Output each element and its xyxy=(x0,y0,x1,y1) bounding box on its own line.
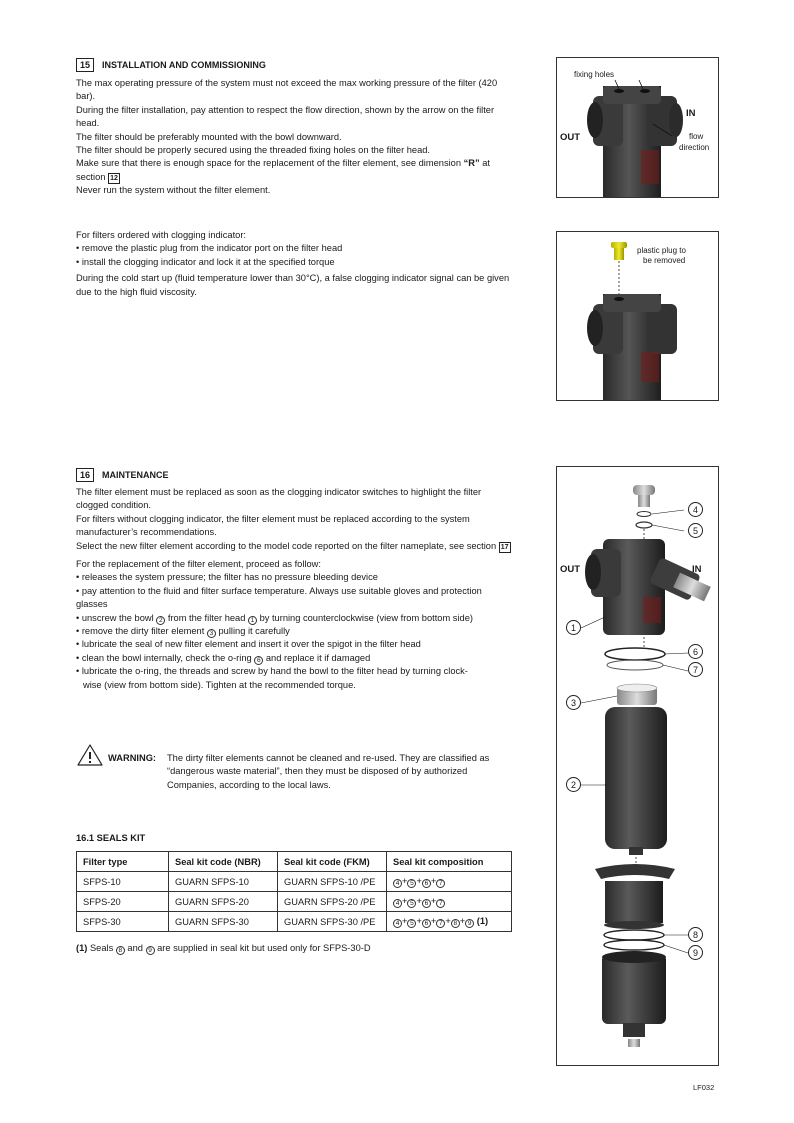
cell-nbr: GUARN SFPS-20 xyxy=(169,892,278,912)
maintenance-text xyxy=(76,486,512,692)
figure-filter-installation xyxy=(556,57,719,198)
bullet: • remove the dirty filter element 3 pulling it carefully xyxy=(76,626,290,638)
out-port-label: OUT xyxy=(560,564,581,575)
table-header-row xyxy=(77,852,512,872)
seals-footnote: (1) Seals 8 and 9 are supplied in seal kit but used only for SFPS-30-D xyxy=(76,943,371,954)
figure-plastic-plug xyxy=(556,231,719,401)
column-header: Seal kit composition xyxy=(387,852,512,872)
column-header: Seal kit code (FKM) xyxy=(278,852,387,872)
callout-5: 5 xyxy=(688,523,703,538)
section-number: 15 xyxy=(76,58,94,72)
paragraph: For filters without clogging indicator, the filter element must be replaced according to the system manufacturer’s recommendations. xyxy=(76,513,470,538)
exploded-filter-illustration xyxy=(557,467,718,1065)
callout-8: 8 xyxy=(688,927,703,942)
paragraph: During the filter installation, pay attention to respect the flow direction, shown by the arrow on the filter head. xyxy=(76,104,495,129)
cell-fkm: GUARN SFPS-10 /PE xyxy=(278,872,387,892)
cell-filter-type: SFPS-20 xyxy=(77,892,169,912)
clogging-indicator-text xyxy=(76,229,512,299)
cell-nbr: GUARN SFPS-10 xyxy=(169,872,278,892)
circled-number: 6 xyxy=(254,656,263,665)
table-row xyxy=(77,912,512,932)
section-ref: 17 xyxy=(500,543,509,551)
cell-fkm: GUARN SFPS-20 /PE xyxy=(278,892,387,912)
installation-text xyxy=(76,77,512,198)
plastic-plug-label-2: be removed xyxy=(643,256,686,265)
bullet: • clean the bowl internally, check the o-ring 6 and replace it if damaged xyxy=(76,652,371,664)
paragraph: For the replacement of the filter element, proceed as follow: xyxy=(76,559,321,570)
seal-number: 4 xyxy=(393,919,402,928)
cell-composition: 4 + 5 + 6 + 7 xyxy=(387,892,512,912)
paragraph: The max operating pressure of the system must not exceed the max working pressure of the filter (420 bar). xyxy=(76,78,498,102)
paragraph: Never run the system without the filter element. xyxy=(76,185,271,196)
figure-exploded-view xyxy=(556,466,719,1066)
circled-number: 9 xyxy=(146,946,155,955)
paragraph: During the cold start up (fluid temperature lower than 30°C), a false clogging indicator signal can be given due to the high fluid viscosity. xyxy=(76,273,510,297)
section-title: MAINTENANCE xyxy=(102,470,169,480)
circled-number: 8 xyxy=(116,946,125,955)
callout-9: 9 xyxy=(688,945,703,960)
seal-number: 5 xyxy=(407,879,416,888)
seal-number: 9 xyxy=(465,919,474,928)
callout-4: 4 xyxy=(688,502,703,517)
plug-illustration xyxy=(557,232,718,400)
in-port-label: IN xyxy=(692,564,702,575)
paragraph: The filter should be properly secured using the threaded fixing holes on the filter head. xyxy=(76,145,431,156)
seal-number: 6 xyxy=(422,899,431,908)
cell-fkm: GUARN SFPS-30 /PE xyxy=(278,912,387,932)
bullet-continued: wise (view from bottom side). Tighten at the recommended torque. xyxy=(83,679,356,690)
section-16-heading xyxy=(76,468,169,482)
cell-nbr: GUARN SFPS-30 xyxy=(169,912,278,932)
bullet: • lubricate the seal of new filter element and insert it over the spigot in the filter head xyxy=(76,639,421,650)
bullet: • remove the plastic plug from the indicator port on the filter head xyxy=(76,243,343,254)
seal-number: 4 xyxy=(393,899,402,908)
callout-7: 7 xyxy=(688,662,703,677)
seal-number: 5 xyxy=(407,899,416,908)
cell-filter-type: SFPS-30 xyxy=(77,912,169,932)
paragraph: Make sure that there is enough space for the replacement of the filter element, see dimension “R” at section 12 xyxy=(76,158,490,182)
table-row xyxy=(77,872,512,892)
seal-number: 7 xyxy=(436,879,445,888)
seals-table-body xyxy=(77,872,512,932)
paragraph: Select the new filter element according to the model code reported on the filter nameplate, see section 17 xyxy=(76,540,509,551)
seal-number: 8 xyxy=(451,919,460,928)
flow-label: flow xyxy=(689,132,704,141)
seal-number: 6 xyxy=(422,879,431,888)
seal-number: 5 xyxy=(407,919,416,928)
in-port-label: IN xyxy=(686,108,696,119)
seals-kit-title: 16.1 SEALS KIT xyxy=(76,833,146,843)
section-15-heading xyxy=(76,58,266,72)
paragraph: For filters ordered with clogging indicator: xyxy=(76,230,247,240)
footnote-mark: (1) xyxy=(476,915,489,926)
paragraph: The filter element must be replaced as soon as the clogging indicator switches to highlight the filter clogged condition. xyxy=(76,487,482,511)
column-header: Filter type xyxy=(77,852,169,872)
bullet: • unscrew the bowl 2 from the filter head 1 by turning counterclockwise (view from bottom side) xyxy=(76,612,473,624)
bullet: • install the clogging indicator and lock it at the specified torque xyxy=(76,256,335,267)
column-header: Seal kit code (NBR) xyxy=(169,852,278,872)
bullet: • pay attention to the fluid and filter surface temperature. Always use suitable gloves and protection glasses xyxy=(76,585,482,610)
direction-label: direction xyxy=(679,143,710,152)
callout-3: 3 xyxy=(566,695,581,710)
warning-label: WARNING: xyxy=(108,753,157,763)
section-title: INSTALLATION AND COMMISSIONING xyxy=(102,60,266,70)
out-port-label: OUT xyxy=(560,132,581,143)
warning-text: The dirty filter elements cannot be cleaned and re-used. They are classified as “dangerous waste material”, then they must be disposed of by authorized Companies, according to the local laws. xyxy=(167,753,490,790)
seal-number: 7 xyxy=(436,919,445,928)
section-ref: 12 xyxy=(110,174,118,182)
cell-composition: 4 + 5 + 6 + 7 + 8 + 9 (1) xyxy=(387,912,512,932)
table-row xyxy=(77,892,512,912)
callout-2: 2 xyxy=(566,777,581,792)
paragraph: The filter should be preferably mounted with the bowl downward. xyxy=(76,131,342,142)
seals-kit-table xyxy=(76,851,512,932)
callout-1: 1 xyxy=(566,620,581,635)
bullet: • releases the system pressure; the filter has no pressure bleeding device xyxy=(76,572,378,583)
fixing-holes-label: fixing holes xyxy=(574,70,615,79)
seal-number: 7 xyxy=(436,899,445,908)
warning-triangle-icon xyxy=(76,743,104,767)
section-number: 16 xyxy=(76,468,94,482)
circled-number: 3 xyxy=(207,629,216,638)
cell-filter-type: SFPS-10 xyxy=(77,872,169,892)
circled-number: 2 xyxy=(156,616,165,625)
cell-composition: 4 + 5 + 6 + 7 xyxy=(387,872,512,892)
callout-6: 6 xyxy=(688,644,703,659)
page-code: LF032 xyxy=(693,1083,715,1092)
bullet: • lubricate the o-ring, the threads and screw by hand the bowl to the filter head by turning clock- xyxy=(76,666,468,677)
seal-number: 6 xyxy=(422,919,431,928)
plastic-plug-label: plastic plug to xyxy=(637,246,686,255)
seal-number: 4 xyxy=(393,879,402,888)
circled-number: 1 xyxy=(248,616,257,625)
